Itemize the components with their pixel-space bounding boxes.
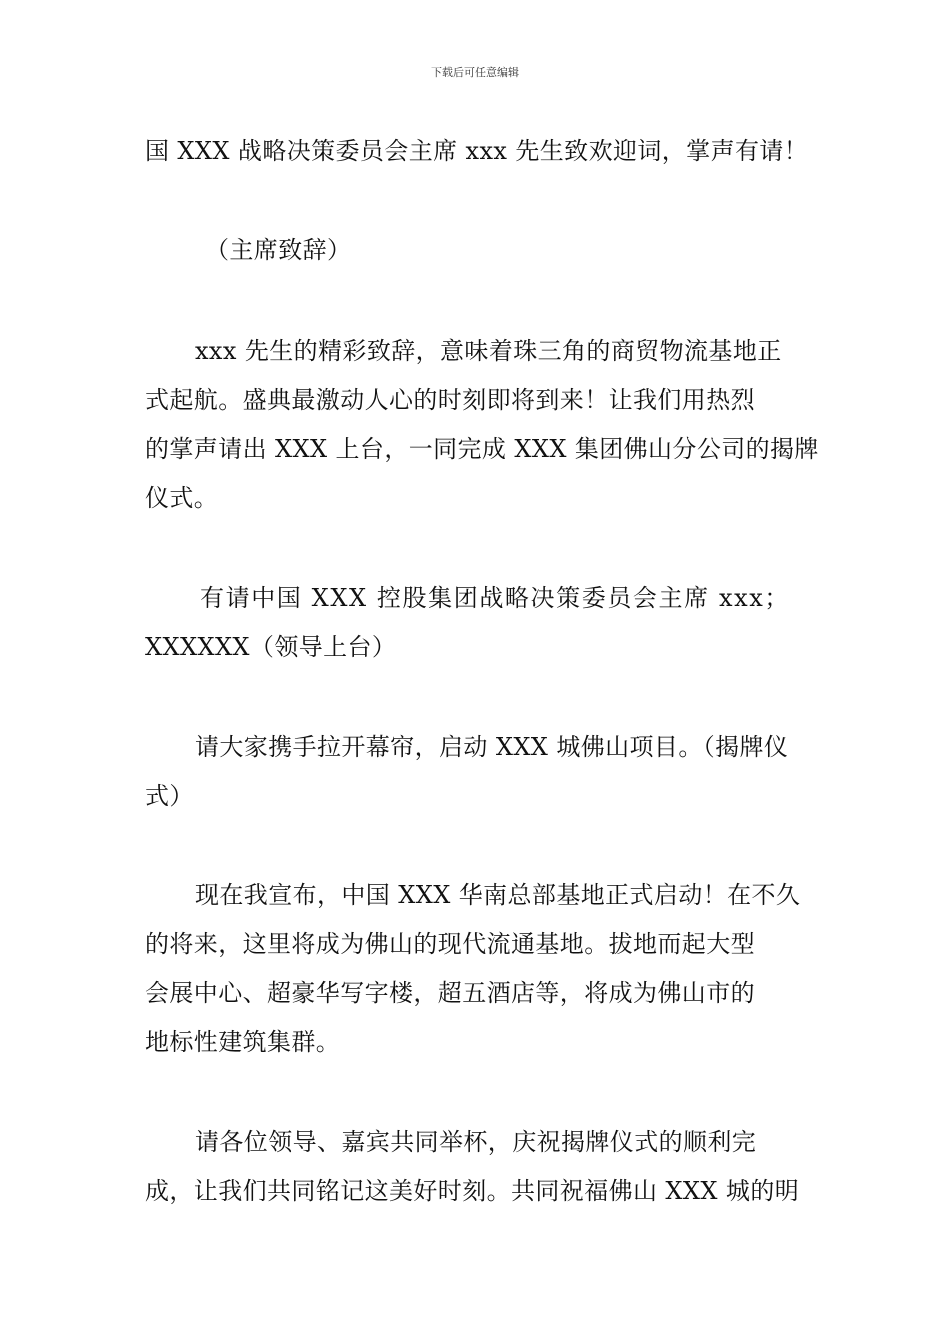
text-line: 式起航。盛典最激动人心的时刻即将到来！让我们用热烈 [145,386,755,414]
text-line: XXXXXX（领导上台） [145,633,397,661]
text-line: 地标性建筑集群。 [145,1028,341,1056]
text-line: 式） [145,782,194,810]
text-line: 现在我宣布，中国 XXX 华南总部基地正式启动！在不久 [195,881,801,909]
text-line: 仪式。 [145,484,219,512]
text-line: （主席致辞） [205,236,352,264]
text-line: 请各位领导、嘉宾共同举杯，庆祝揭牌仪式的顺利完 [195,1128,757,1156]
text-line: 成，让我们共同铭记这美好时刻。共同祝福佛山 XXX 城的明 [145,1177,800,1205]
text-line: xxx 先生的精彩致辞，意味着珠三角的商贸物流基地正 [195,337,782,365]
text-line: 请大家携手拉开幕帘，启动 XXX 城佛山项目。（揭牌仪 [195,733,789,761]
text-line: 有请中国 XXX 控股集团战略决策委员会主席 xxx； [200,584,790,612]
text-line: 的将来，这里将成为佛山的现代流通基地。拔地而起大型 [145,930,755,958]
page-header: 下载后可任意编辑 [431,66,519,79]
text-line: 国 XXX 战略决策委员会主席 xxx 先生致欢迎词，掌声有请！ [145,137,809,165]
text-line: 的掌声请出 XXX 上台，一同完成 XXX 集团佛山分公司的揭牌 [145,435,819,463]
text-line: 会展中心、超豪华写字楼，超五酒店等，将成为佛山市的 [145,979,755,1007]
